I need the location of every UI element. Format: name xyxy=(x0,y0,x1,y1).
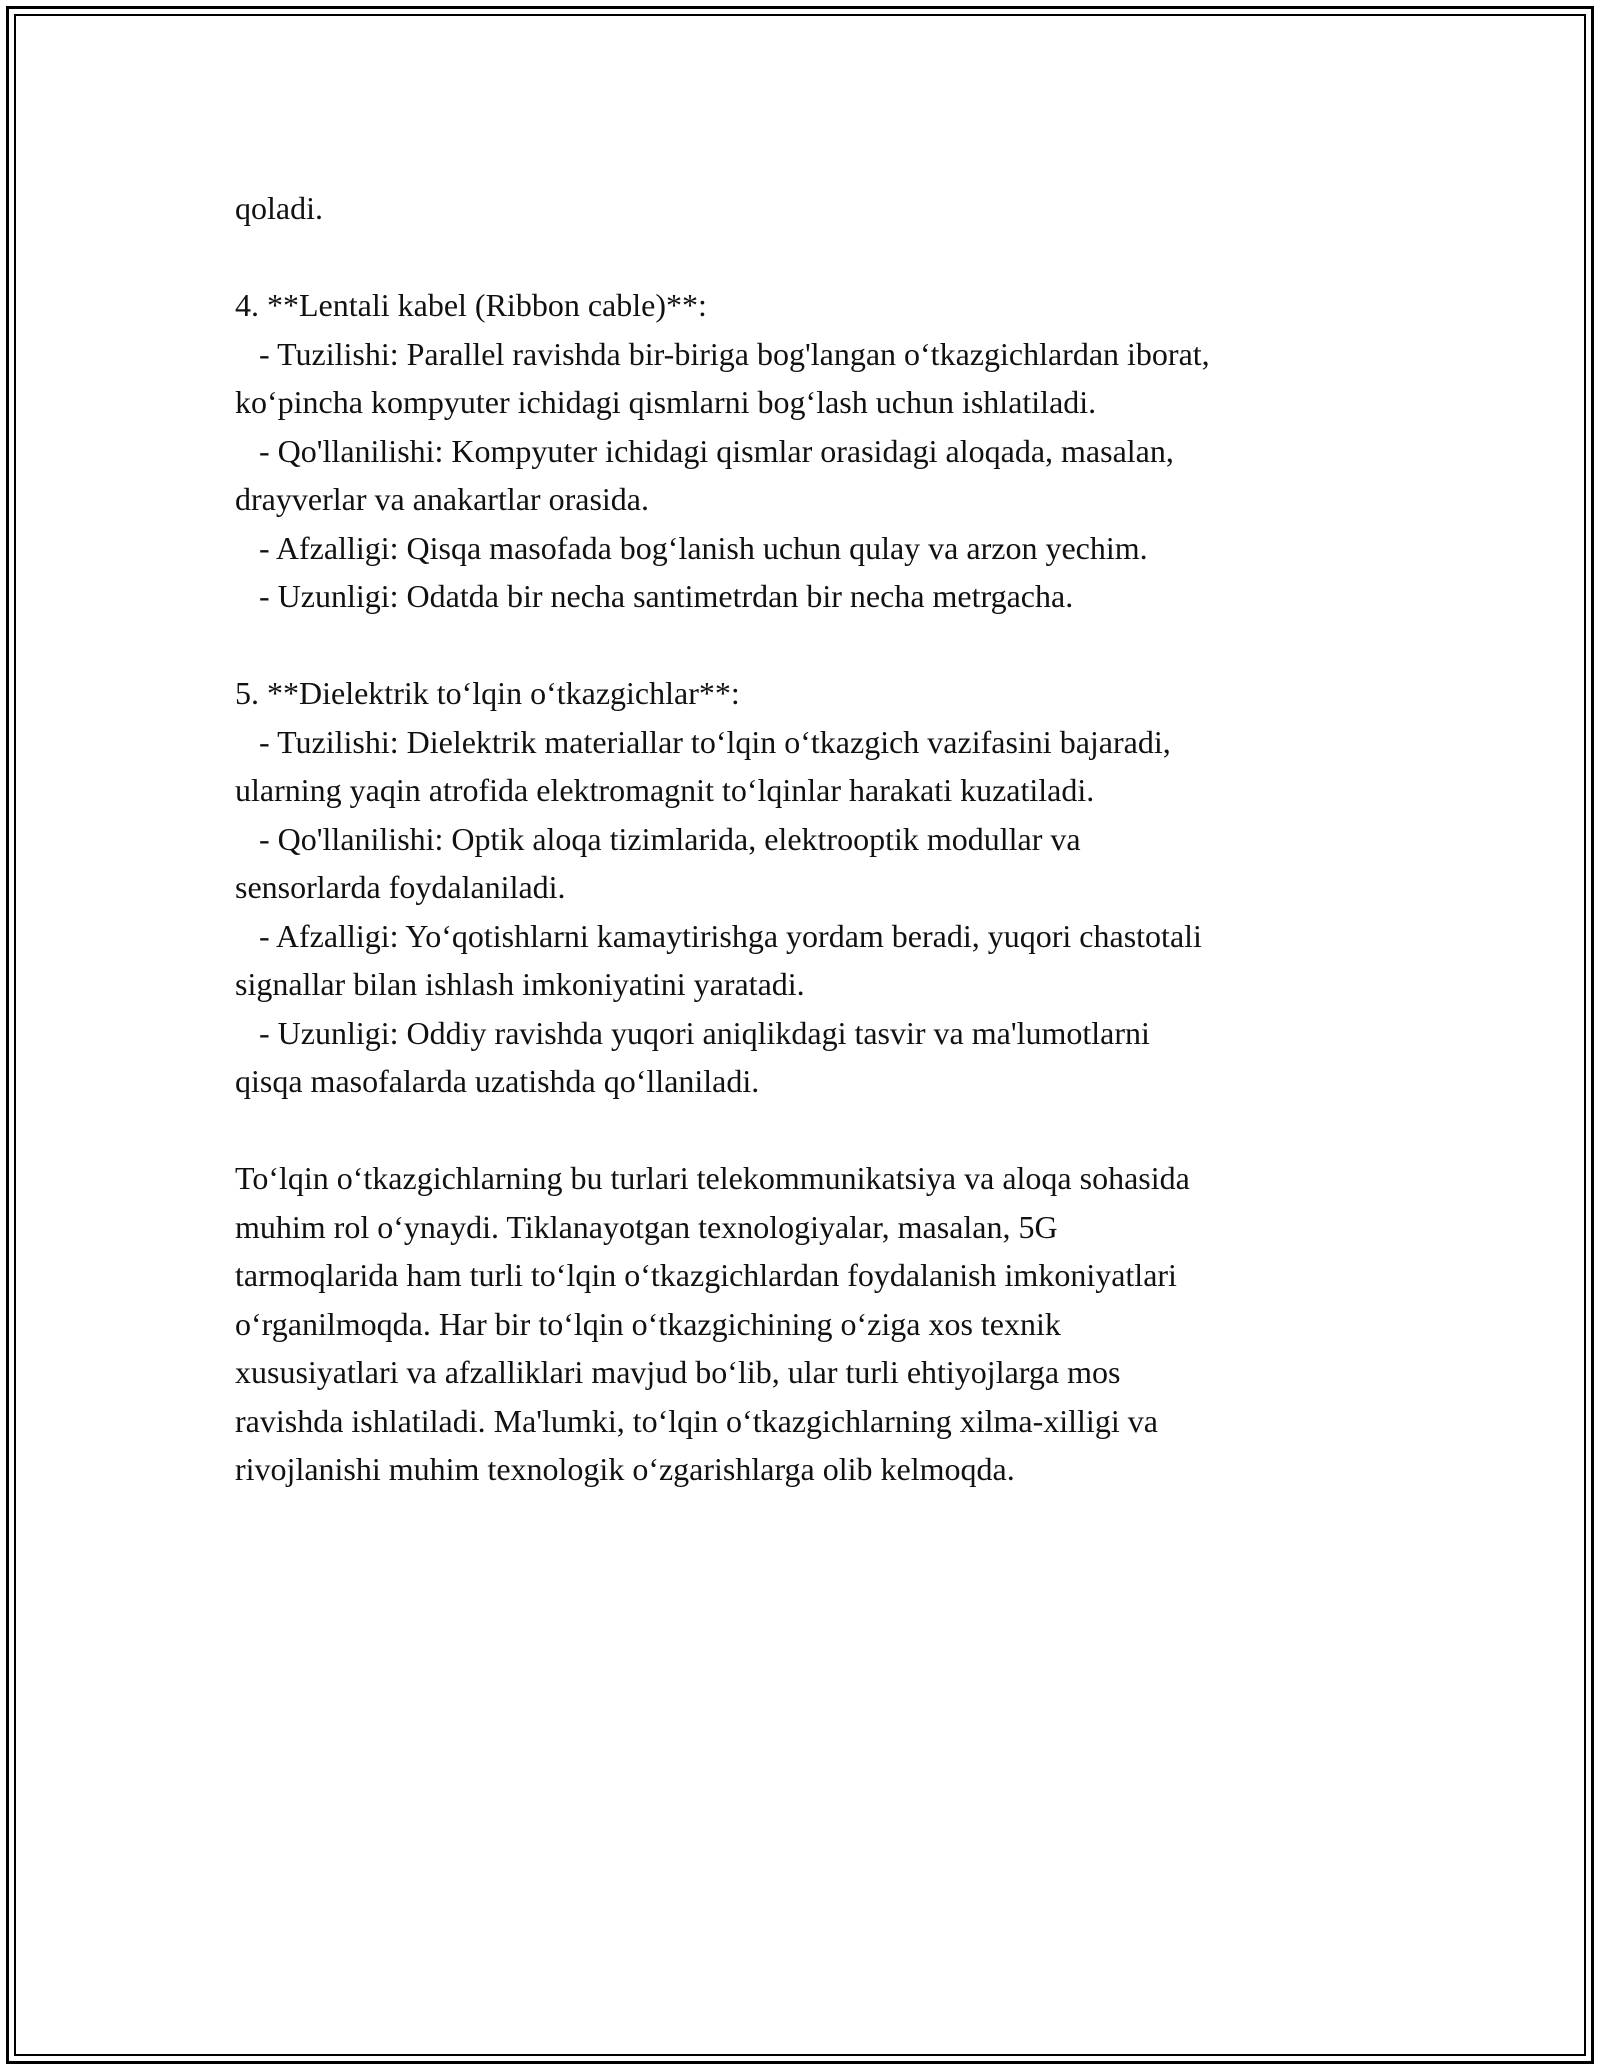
paragraph-line: - Uzunligi: Oddiy ravishda yuqori aniqlikdagi tasvir va ma'lumotlarni xyxy=(235,1014,1150,1051)
paragraph-line: ravishda ishlatiladi. Ma'lumki, to‘lqin o‘tkazgichlarning xilma-xilligi va xyxy=(235,1402,1158,1439)
continuation-line: qoladi. xyxy=(235,190,323,226)
document-body xyxy=(235,184,1415,1494)
paragraph-line: rivojlanishi muhim texnologik o‘zgarishlarga olib kelmoqda. xyxy=(235,1451,1015,1487)
blank-line xyxy=(235,621,1415,670)
paragraph-line: ularning yaqin atrofida elektromagnit to‘lqinlar harakati kuzatiladi. xyxy=(235,772,1095,808)
section-lentali-kabel xyxy=(235,281,1415,621)
paragraph-line: - Uzunligi: Odatda bir necha santimetrdan bir necha metrgacha. xyxy=(235,578,1074,614)
paragraph-line: To‘lqin o‘tkazgichlarning bu turlari telekommunikatsiya va aloqa sohasida xyxy=(235,1160,1190,1196)
paragraph-line: - Afzalligi: Yo‘qotishlarni kamaytirishga yordam beradi, yuqori chastotali xyxy=(235,917,1202,954)
paragraph-line: tarmoqlarida ham turli to‘lqin o‘tkazgichlardan foydalanish imkoniyatlari xyxy=(235,1257,1177,1293)
paragraph-line: xususiyatlari va afzalliklari mavjud bo‘lib, ular turli ehtiyojlarga mos xyxy=(235,1354,1121,1390)
blank-line xyxy=(235,233,1415,282)
conclusion-paragraph xyxy=(235,1154,1415,1494)
paragraph-line: - Tuzilishi: Dielektrik materiallar to‘lqin o‘tkazgich vazifasini bajaradi, xyxy=(235,723,1171,760)
paragraph-line: sensorlarda foydalaniladi. xyxy=(235,869,566,905)
paragraph-line: - Afzalligi: Qisqa masofada bog‘lanish uchun qulay va arzon yechim. xyxy=(235,529,1148,566)
section-dielektrik xyxy=(235,669,1415,1106)
paragraph-line: o‘rganilmoqda. Har bir to‘lqin o‘tkazgichining o‘ziga xos texnik xyxy=(235,1305,1061,1342)
paragraph-line: ko‘pincha kompyuter ichidagi qismlarni bog‘lash uchun ishlatiladi. xyxy=(235,384,1097,420)
paragraph-line: muhim rol o‘ynaydi. Tiklanayotgan texnologiyalar, masalan, 5G xyxy=(235,1208,1058,1245)
paragraph-line: - Qo'llanilishi: Optik aloqa tizimlarida, elektrooptik modullar va xyxy=(235,820,1081,857)
blank-line xyxy=(235,1106,1415,1155)
section-heading: 5. **Dielektrik to‘lqin o‘tkazgichlar**: xyxy=(235,675,740,711)
paragraph-line: - Qo'llanilishi: Kompyuter ichidagi qismlar orasidagi aloqada, masalan, xyxy=(235,432,1174,469)
paragraph-line: drayverlar va anakartlar orasida. xyxy=(235,481,649,517)
paragraph-line: qisqa masofalarda uzatishda qo‘llaniladi. xyxy=(235,1063,760,1099)
section-heading: 4. **Lentali kabel (Ribbon cable)**: xyxy=(235,287,707,323)
paragraph-line: - Tuzilishi: Parallel ravishda bir-biriga bog'langan o‘tkazgichlardan iborat, xyxy=(235,335,1210,372)
paragraph-line: signallar bilan ishlash imkoniyatini yaratadi. xyxy=(235,966,805,1002)
